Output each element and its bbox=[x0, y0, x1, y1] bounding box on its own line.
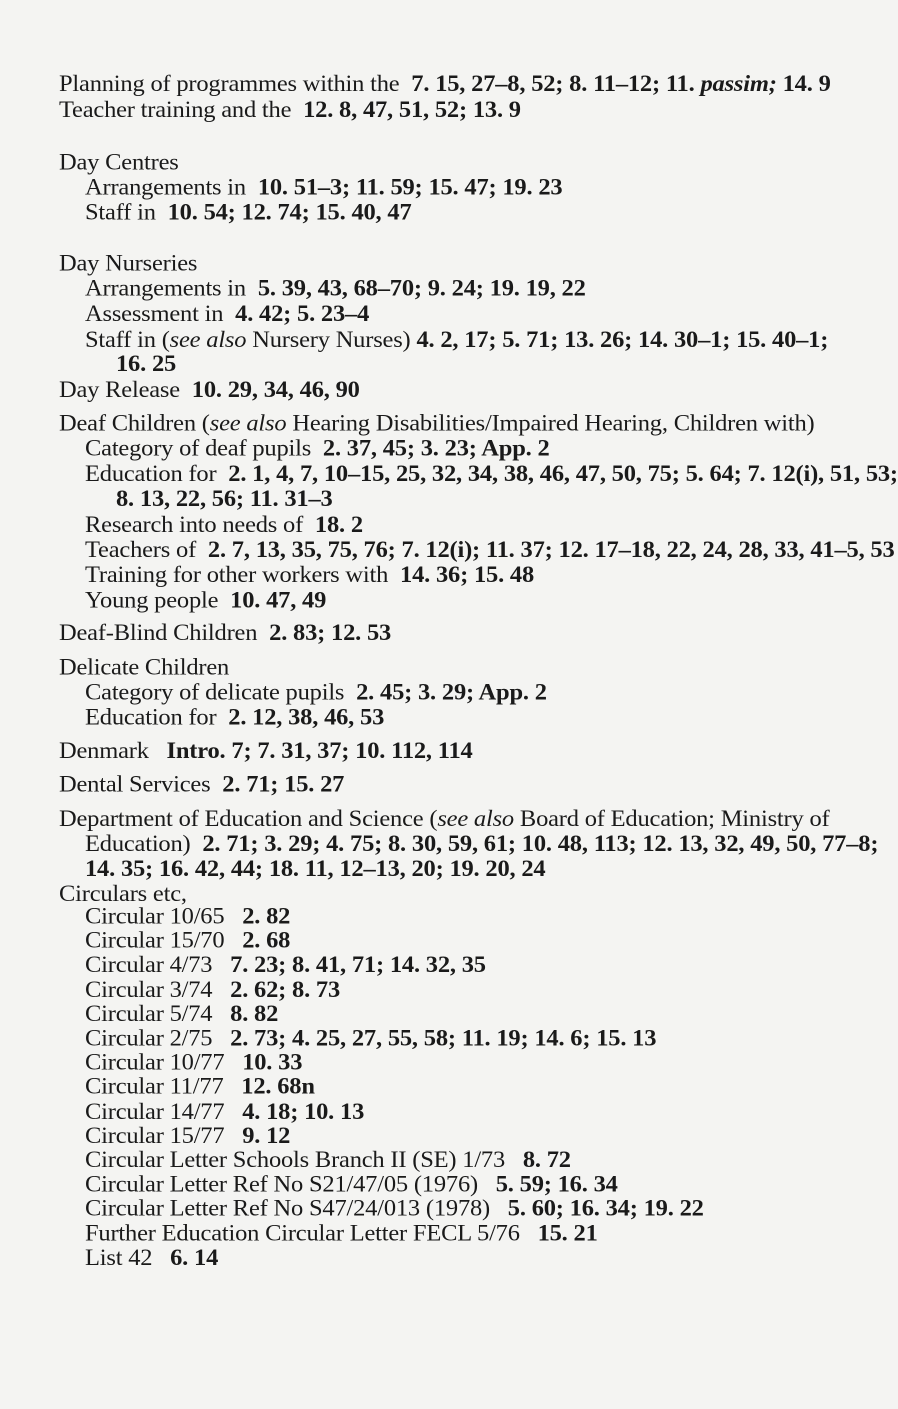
index-line: Circular 11/77 12. 68n bbox=[85, 1074, 315, 1100]
index-line: Circular 15/77 9. 12 bbox=[85, 1123, 291, 1149]
index-line: List 42 6. 14 bbox=[85, 1245, 219, 1271]
index-line: Education for 2. 1, 4, 7, 10–15, 25, 32, 34, 38, 46, 47, 50, 75; 5. 64; 7. 12(i), 51, 53; bbox=[85, 461, 898, 487]
index-line: Research into needs of 18. 2 bbox=[85, 512, 363, 538]
index-line: Arrangements in 10. 51–3; 11. 59; 15. 47; 19. 23 bbox=[85, 174, 563, 200]
department-environment-line bbox=[59, 1336, 77, 1364]
index-line: Circular 3/74 2. 62; 8. 73 bbox=[85, 977, 341, 1003]
index-line: Circular 10/77 10. 33 bbox=[85, 1049, 303, 1076]
index-heading: Dental Services 2. 71; 15. 27 bbox=[59, 771, 345, 798]
index-line: Teacher training and the 12. 8, 47, 51, 52; 13. 9 bbox=[59, 97, 521, 123]
index-line: Arrangements in 5. 39, 43, 68–70; 9. 24; 19. 19, 22 bbox=[85, 276, 586, 302]
index-line: Category of delicate pupils 2. 45; 3. 29; App. 2 bbox=[85, 679, 547, 705]
index-line: 8. 13, 22, 56; 11. 31–3 bbox=[116, 486, 333, 512]
index-line: Circular Letter Ref No S47/24/013 (1978) 5. 60; 16. 34; 19. 22 bbox=[85, 1195, 704, 1222]
index-line: Further Education Circular Letter FECL 5/76 15. 21 bbox=[85, 1221, 598, 1247]
index-line: Education for 2. 12, 38, 46, 53 bbox=[85, 704, 385, 731]
index-line: Young people 10. 47, 49 bbox=[85, 587, 327, 613]
index-line: Circular 5/74 8. 82 bbox=[85, 1001, 279, 1027]
index-line: 16. 25 bbox=[116, 351, 177, 377]
index-line: Category of deaf pupils 2. 37, 45; 3. 23; App. 2 bbox=[85, 436, 550, 462]
index-heading: Denmark Intro. 7; 7. 31, 37; 10. 112, 114 bbox=[59, 738, 473, 764]
index-heading: Deaf Children (see also Hearing Disabilities/Impaired Hearing, Children with) bbox=[59, 411, 815, 437]
index-heading: Department of Education and Science (see also Board of Education; Ministry of bbox=[59, 806, 830, 832]
index-heading: Deaf-Blind Children 2. 83; 12. 53 bbox=[59, 620, 392, 646]
department-employment-line bbox=[59, 1309, 77, 1337]
index-heading: Day Nurseries bbox=[59, 251, 198, 277]
index-line: Circular Letter Ref No S21/47/05 (1976) 5. 59; 16. 34 bbox=[85, 1171, 618, 1197]
index-line: Training for other workers with 14. 36; 15. 48 bbox=[85, 562, 535, 588]
index-line: Planning of programmes within the 7. 15, 27–8, 52; 8. 11–12; 11. passim; 14. 9 bbox=[59, 71, 831, 97]
index-heading: Day Release 10. 29, 34, 46, 90 bbox=[59, 377, 360, 403]
index-line: Circular 4/73 7. 23; 8. 41, 71; 14. 32, 35 bbox=[85, 952, 486, 978]
index-heading: Day Centres bbox=[59, 149, 179, 175]
index-line: Circular Letter Schools Branch II (SE) 1/73 8. 72 bbox=[85, 1147, 571, 1173]
surveys-line bbox=[100, 1282, 112, 1310]
index-line: Circulars etc, bbox=[59, 881, 187, 907]
index-line: Circular 15/70 2. 68 bbox=[85, 928, 291, 954]
index-line: Education) 2. 71; 3. 29; 4. 75; 8. 30, 59, 61; 10. 48, 113; 12. 13, 32, 49, 50, 77–8; bbox=[85, 831, 879, 857]
index-line: Staff in (see also Nursery Nurses) 4. 2, 17; 5. 71; 13. 26; 14. 30–1; 15. 40–1; bbox=[85, 327, 829, 353]
index-line: Circular 2/75 2. 73; 4. 25, 27, 55, 58; 11. 19; 14. 6; 15. 13 bbox=[85, 1025, 657, 1051]
index-line: Circular 10/65 2. 82 bbox=[85, 903, 291, 930]
index-line: Assessment in 4. 42; 5. 23–4 bbox=[85, 301, 370, 327]
index-line: Circular 14/77 4. 18; 10. 13 bbox=[85, 1099, 365, 1125]
index-line: Teachers of 2. 7, 13, 35, 75, 76; 7. 12(i); 11. 37; 12. 17–18, 22, 24, 28, 33, 41–5, 53 bbox=[85, 537, 895, 563]
index-line: 14. 35; 16. 42, 44; 18. 11, 12–13, 20; 19. 20, 24 bbox=[85, 856, 546, 882]
index-heading: Delicate Children bbox=[59, 654, 230, 680]
index-line: Staff in 10. 54; 12. 74; 15. 40, 47 bbox=[85, 199, 412, 226]
